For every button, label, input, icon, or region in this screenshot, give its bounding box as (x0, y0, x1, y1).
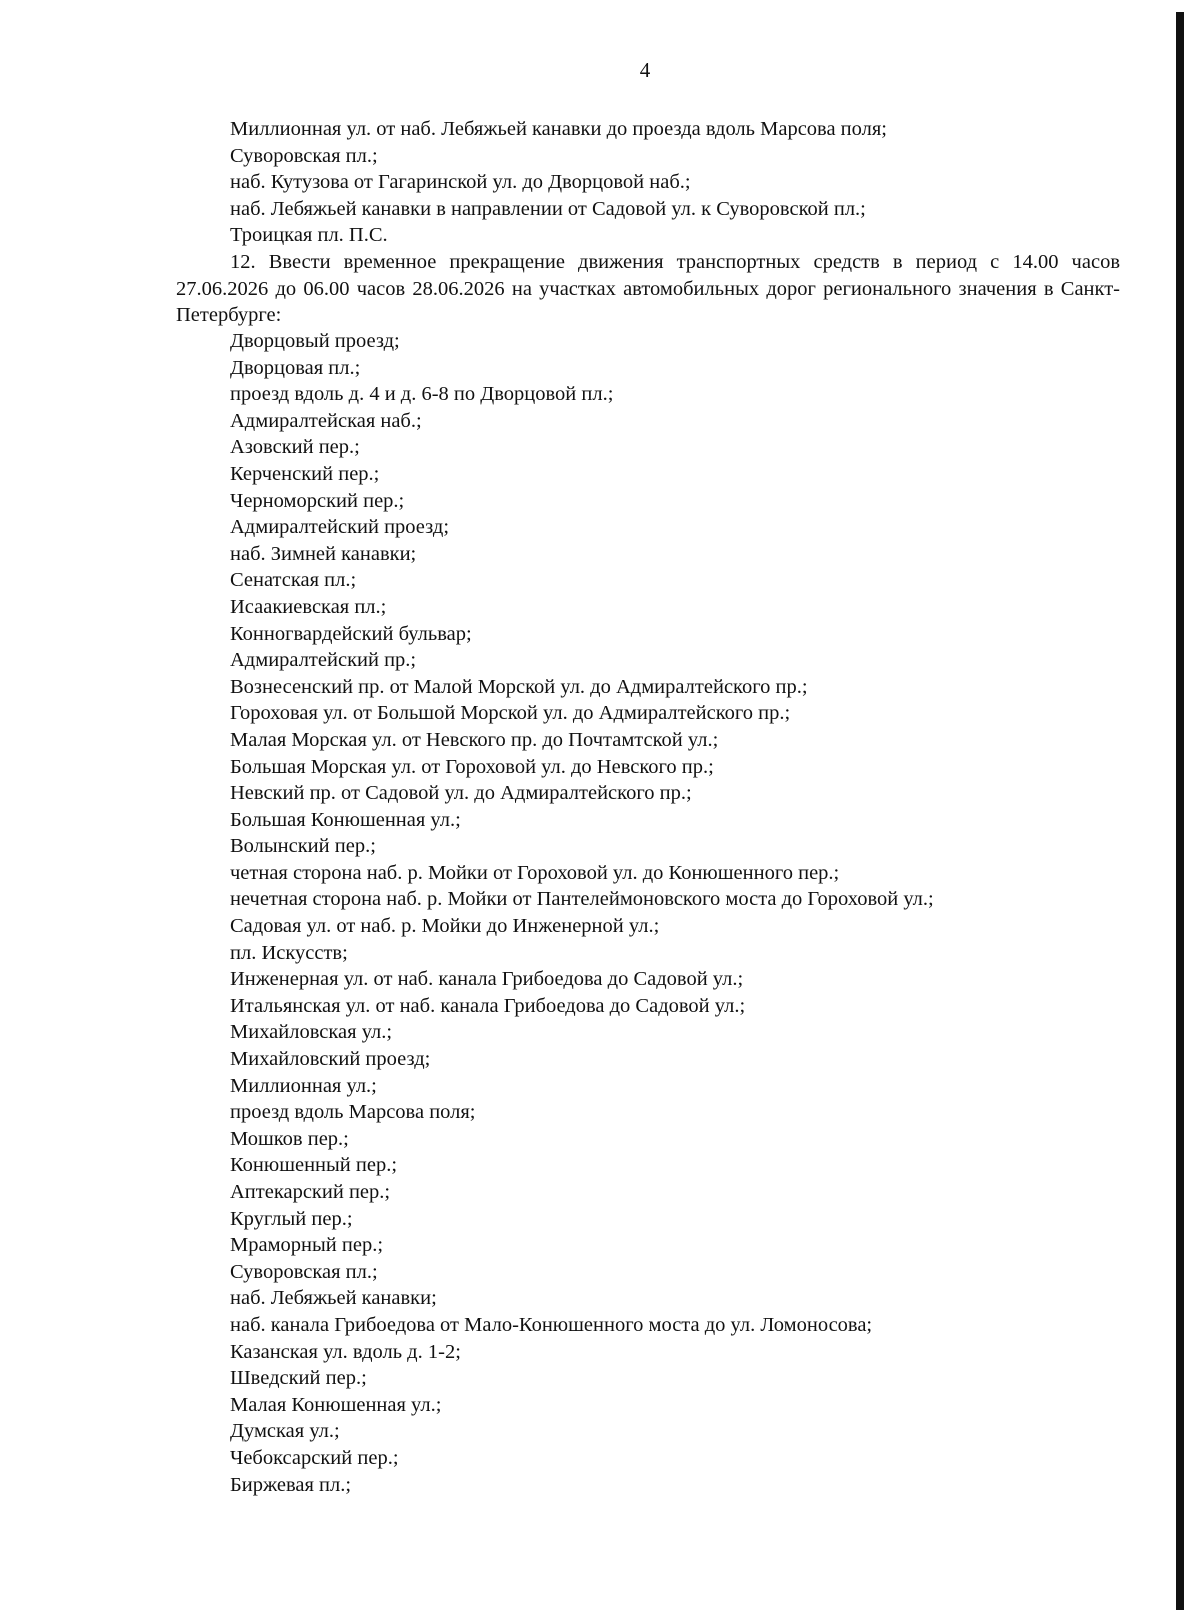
road-list-item: Миллионная ул. от наб. Лебяжьей канавки до проезда вдоль Марсова поля; (230, 118, 887, 140)
road-list-item: Садовая ул. от наб. р. Мойки до Инженерной ул.; (230, 915, 660, 938)
road-list-item: Михайловская ул.; (230, 1021, 393, 1044)
road-list-item: Адмиралтейский пр.; (230, 649, 417, 672)
clause-12-paragraph: 12. Ввести временное прекращение движения транспортных средств в период с 14.00 часов 27.06.2026 до 06.00 часов 28.06.2026 на участках автомобильных дорог регионального значения в Санкт-Петербурге: (176, 251, 1120, 327)
road-list-item: Биржевая пл.; (230, 1473, 352, 1496)
road-list (230, 328, 1130, 1498)
road-list-item: Азовский пер.; (230, 436, 360, 459)
road-list-item: пл. Искусств; (230, 941, 348, 964)
road-list-item: Суворовская пл.; (230, 144, 378, 167)
road-list-item: Черноморский пер.; (230, 489, 405, 512)
road-list-item: Мраморный пер.; (230, 1234, 384, 1257)
road-list-item: Михайловский проезд; (230, 1048, 431, 1071)
road-list-item: Гороховая ул. от Большой Морской ул. до Адмиралтейского пр.; (230, 702, 791, 725)
road-list-item: Суворовская пл.; (230, 1260, 378, 1283)
road-list-item: Невский пр. от Садовой ул. до Адмиралтейского пр.; (230, 782, 692, 805)
right-margin-bar (1176, 12, 1184, 1610)
road-list-item: Конюшенный пер.; (230, 1154, 398, 1177)
road-list-item: Большая Морская ул. от Гороховой ул. до Невского пр.; (230, 755, 714, 778)
road-list-item: Круглый пер.; (230, 1207, 353, 1230)
road-list-item: наб. Лебяжьей канавки в направлении от Садовой ул. к Суворовской пл.; (230, 197, 866, 220)
road-list-item: Сенатская пл.; (230, 569, 357, 592)
road-list-item: Шведский пер.; (230, 1367, 367, 1390)
road-list-item: Исаакиевская пл.; (230, 595, 387, 618)
road-list-item: нечетная сторона наб. р. Мойки от Пантелеймоновского моста до Гороховой ул.; (230, 888, 934, 911)
road-list-item: Адмиралтейская наб.; (230, 409, 422, 432)
continued-road-list (230, 116, 1130, 249)
road-list-item: Итальянская ул. от наб. канала Грибоедова до Садовой ул.; (230, 994, 746, 1017)
road-list-item: Мошков пер.; (230, 1127, 349, 1150)
road-list-item: Конногвардейский бульвар; (230, 622, 472, 645)
road-list-item: Миллионная ул.; (230, 1074, 377, 1097)
road-list-item: наб. Лебяжьей канавки; (230, 1287, 437, 1310)
road-list-item: наб. канала Грибоедова от Мало-Конюшенного моста до ул. Ломоносова; (230, 1313, 873, 1336)
page-number: 4 (639, 58, 651, 82)
road-list-item: четная сторона наб. р. Мойки от Гороховой ул. до Конюшенного пер.; (230, 861, 840, 884)
road-list-item: Троицкая пл. П.С. (230, 224, 388, 247)
road-list-item: Малая Морская ул. от Невского пр. до Почтамтской ул.; (230, 728, 719, 751)
road-list-item: Чебоксарский пер.; (230, 1446, 399, 1469)
road-list-item: проезд вдоль Марсова поля; (230, 1101, 476, 1124)
road-list-item: Керченский пер.; (230, 462, 380, 485)
road-list-item: Думская ул.; (230, 1420, 340, 1443)
road-list-item: наб. Зимней канавки; (230, 542, 417, 565)
road-list-item: проезд вдоль д. 4 и д. 6-8 по Дворцовой пл.; (230, 383, 614, 406)
road-list-item: Малая Конюшенная ул.; (230, 1393, 442, 1416)
road-list-item: Казанская ул. вдоль д. 1-2; (230, 1340, 461, 1363)
road-list-item: наб. Кутузова от Гагаринской ул. до Дворцовой наб.; (230, 171, 691, 194)
road-list-item: Дворцовый проезд; (230, 330, 400, 352)
road-list-item: Большая Конюшенная ул.; (230, 808, 461, 831)
road-list-item: Инженерная ул. от наб. канала Грибоедова до Садовой ул.; (230, 968, 744, 991)
road-list-item: Волынский пер.; (230, 835, 376, 858)
road-list-item: Адмиралтейский проезд; (230, 516, 450, 539)
road-list-item: Дворцовая пл.; (230, 356, 361, 379)
road-list-item: Вознесенский пр. от Малой Морской ул. до Адмиралтейского пр.; (230, 675, 808, 698)
road-list-item: Аптекарский пер.; (230, 1181, 391, 1203)
